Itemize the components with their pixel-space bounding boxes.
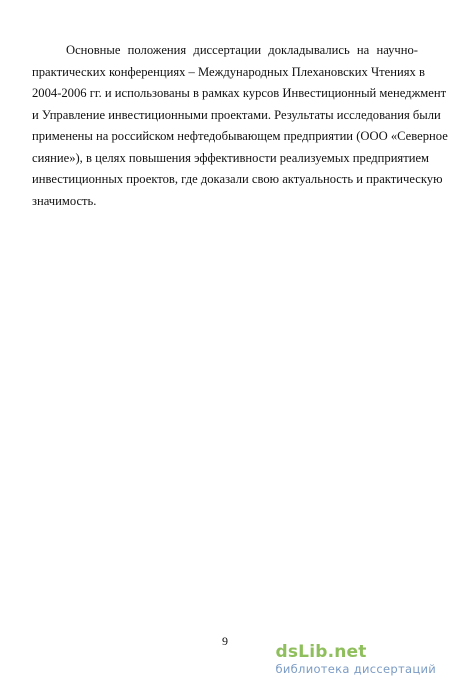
paragraph-line: Основные положения диссертации докладывались на научно-	[66, 43, 418, 57]
dslib-watermark	[275, 642, 436, 677]
body-paragraph	[32, 40, 448, 212]
paragraph-line: 2004-2006 гг. и использованы в рамках курсов Инвестиционный менеджмент	[32, 86, 447, 100]
paragraph-line: сияние»), в целях повышения эффективности реализуемых предприятием	[32, 150, 430, 165]
watermark-subtitle: библиотека диссертаций	[275, 662, 436, 676]
paragraph-line: значимость.	[32, 193, 97, 208]
paragraph-line: инвестиционных проектов, где доказали свою актуальность и практическую	[32, 172, 443, 186]
page-number: 9	[222, 634, 228, 648]
watermark-logo: dsLib.net	[275, 642, 367, 662]
paragraph-line: и Управление инвестиционными проектами. Результаты исследования были	[32, 107, 441, 122]
paragraph-line: применены на российском нефтедобывающем предприятии (ООО «Северное	[32, 129, 448, 143]
paragraph-line: практических конференциях – Международных Плехановских Чтениях в	[32, 64, 425, 79]
